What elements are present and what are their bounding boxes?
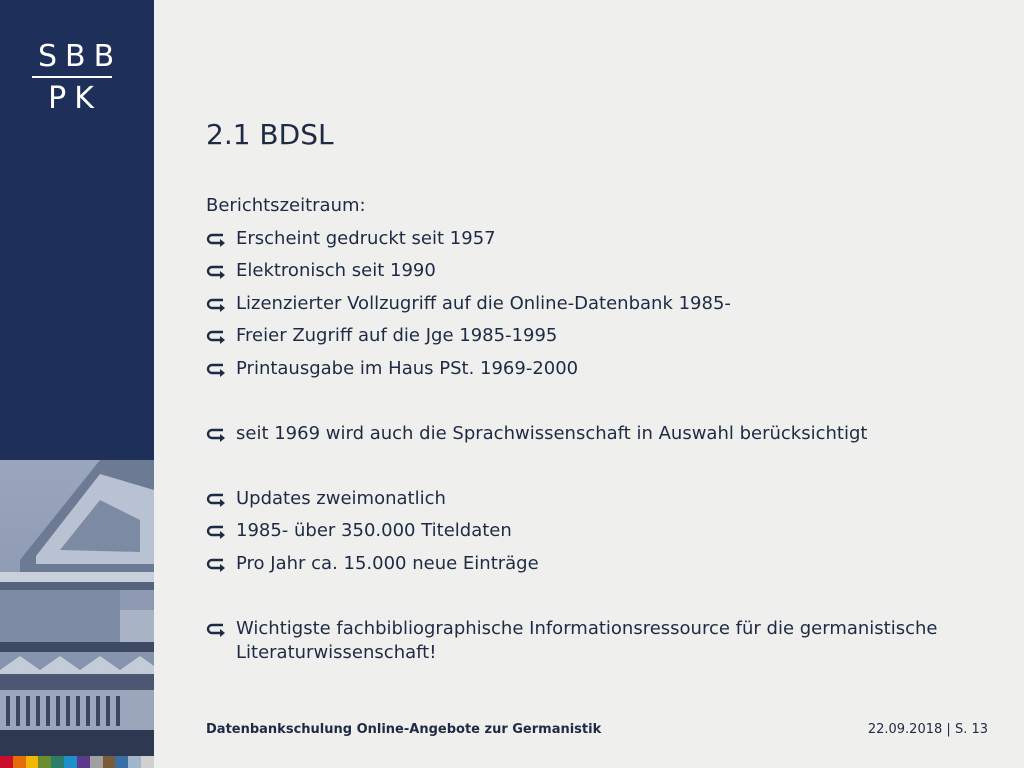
curved-arrow-right-icon — [206, 223, 236, 256]
logo-rule — [32, 76, 112, 78]
color-strip-segment — [103, 756, 116, 768]
bullet-text: Freier Zugriff auf die Jge 1985-1995 — [236, 325, 558, 346]
slide-title: 2.1 BDSL — [206, 118, 334, 151]
logo-line1: SBB — [38, 39, 123, 74]
curved-arrow-right-icon — [206, 483, 236, 516]
slide-content — [206, 190, 986, 665]
footer-separator: | — [946, 722, 951, 737]
color-strip-segment — [141, 756, 154, 768]
color-strip-segment — [64, 756, 77, 768]
footer-title: Datenbankschulung Online-Angebote zur Germanistik — [206, 722, 602, 737]
intro-text: Berichtszeitraum: — [206, 195, 366, 216]
bullet-item — [206, 223, 986, 256]
bullet-item — [206, 613, 986, 665]
curved-arrow-right-icon — [206, 353, 236, 386]
bullet-item — [206, 320, 986, 353]
footer-date: 22.09.2018 — [867, 722, 943, 737]
spacer — [206, 580, 986, 613]
logo-line2: PK — [48, 81, 102, 116]
color-strip-segment — [77, 756, 90, 768]
sidebar — [0, 0, 154, 768]
spacer — [206, 450, 986, 483]
curved-arrow-right-icon — [206, 320, 236, 353]
curved-arrow-right-icon — [206, 613, 236, 646]
spacer — [206, 385, 986, 418]
curved-arrow-right-icon — [206, 418, 236, 451]
color-strip — [0, 756, 154, 768]
bullet-item — [206, 255, 986, 288]
bullet-text: Lizenzierter Vollzugriff auf die Online-Datenbank 1985- — [236, 292, 731, 314]
bullet-item — [206, 418, 986, 451]
color-strip-segment — [26, 756, 39, 768]
bullet-group-4 — [206, 613, 986, 665]
color-strip-segment — [0, 756, 13, 768]
color-strip-segment — [90, 756, 103, 768]
bullet-item — [206, 548, 986, 581]
bullet-group-2 — [206, 418, 986, 451]
bullet-item — [206, 515, 986, 548]
color-strip-segment — [38, 756, 51, 768]
curved-arrow-right-icon — [206, 255, 236, 288]
bullet-group-1 — [206, 223, 986, 386]
color-strip-segment — [128, 756, 141, 768]
bullet-text: Printausgabe im Haus PSt. 1969-2000 — [236, 357, 579, 379]
footer-page-number: S. 13 — [954, 722, 988, 737]
curved-arrow-right-icon — [206, 515, 236, 548]
bullet-group-3 — [206, 483, 986, 581]
curved-arrow-right-icon — [206, 548, 236, 581]
bullet-text: Pro Jahr ca. 15.000 neue Einträge — [236, 552, 539, 574]
bullet-text: Elektronisch seit 1990 — [236, 260, 436, 281]
color-strip-segment — [115, 756, 128, 768]
sbb-pk-logo — [32, 39, 123, 116]
bullet-text: Updates zweimonatlich — [236, 487, 446, 509]
bullet-item — [206, 483, 986, 516]
footer-page-info — [820, 722, 988, 737]
bullet-item — [206, 353, 986, 386]
color-strip-segment — [13, 756, 26, 768]
curved-arrow-right-icon — [206, 288, 236, 321]
color-strip-segment — [51, 756, 64, 768]
bullet-text: Erscheint gedruckt seit 1957 — [236, 227, 496, 249]
bullet-text: seit 1969 wird auch die Sprachwissenschaft in Auswahl berücksichtigt — [236, 422, 868, 444]
bullet-text: 1985- über 350.000 Titeldaten — [236, 520, 512, 541]
bullet-text: Wichtigste fachbibliographische Informationsressource für die germanistische Literaturwissenschaft! — [236, 617, 938, 663]
building-photo — [0, 460, 154, 756]
bullet-item — [206, 288, 986, 321]
